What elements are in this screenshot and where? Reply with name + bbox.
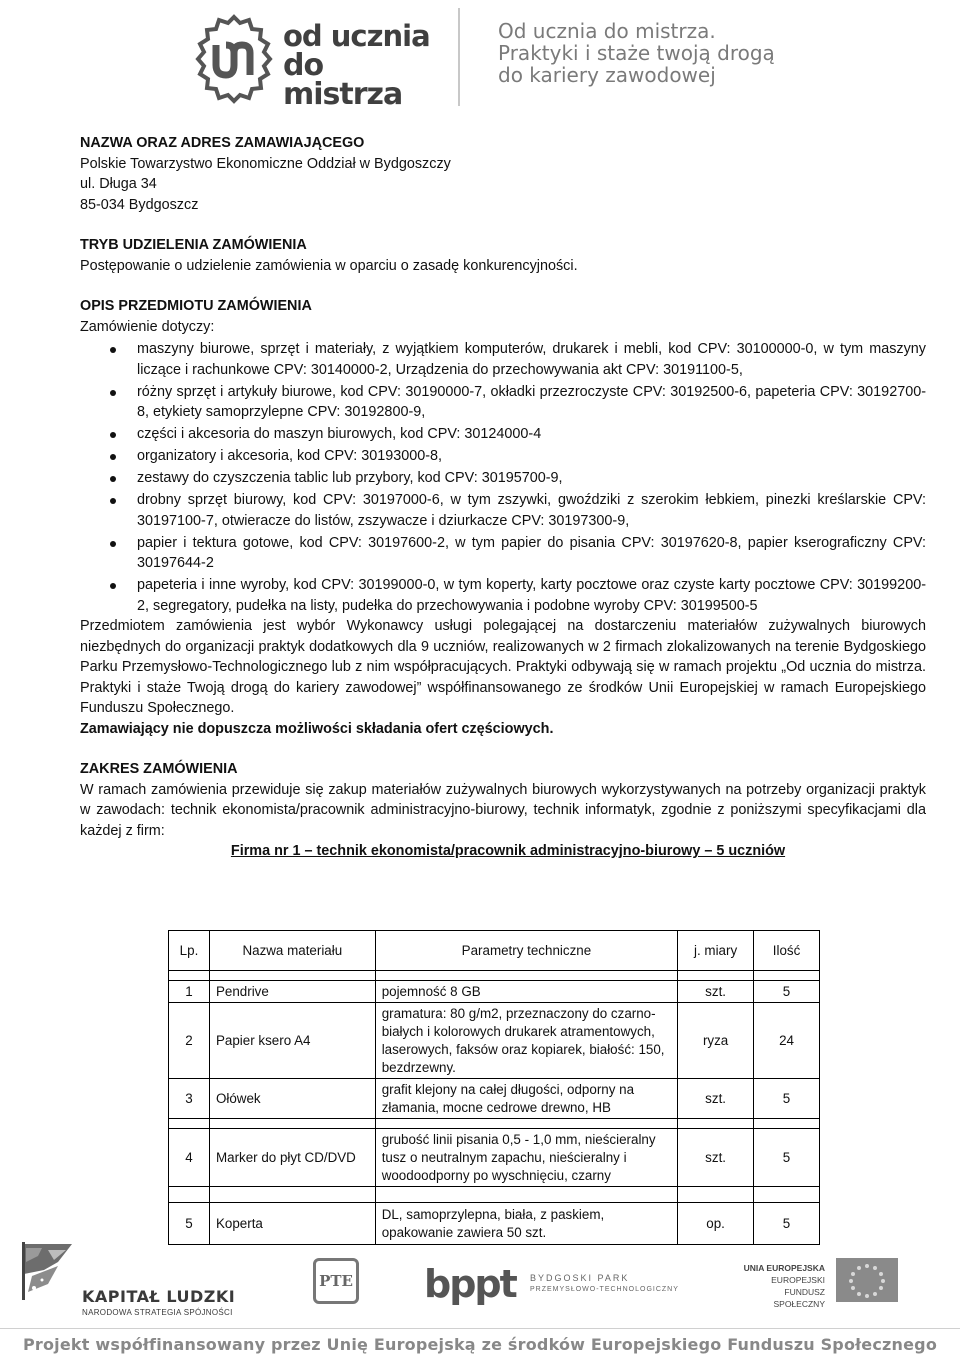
cpv-list (80, 339, 926, 616)
section-heading: OPIS PRZEDMIOTU ZAMÓWIENIA (80, 298, 312, 314)
project-logo-wordmark (283, 19, 433, 112)
cell-lp: 3 (169, 1079, 210, 1119)
cell-params: gramatura: 80 g/m2, przeznaczony do czarno-białych i kolorowych drukarek atramentowych, laserowych, faksów oraz kopiarek, białość: 150, bezdrzewny. (375, 1003, 677, 1079)
logo-line-1: od ucznia (283, 19, 430, 53)
list-item (80, 490, 926, 531)
section-zamawiajacy (80, 133, 926, 215)
materials-table (168, 930, 820, 1245)
bullet-icon (110, 541, 116, 547)
table-header-row (169, 931, 820, 971)
page-header (0, 0, 960, 110)
list-item (80, 446, 926, 467)
pte-logo: PTE (313, 1258, 359, 1304)
section-heading: ZAKRES ZAMÓWIENIA (80, 761, 238, 777)
table-row (169, 1129, 820, 1187)
eu-logo-text (733, 1262, 825, 1310)
cell-params: grubość linii pisania 0,5 - 1,0 mm, nieścieralny tusz o neutralnym zapachu, nieścieralny i woodoodporny po wyschnięciu, czarny (375, 1129, 677, 1187)
bullet-icon (110, 432, 116, 438)
list-item (80, 575, 926, 616)
column-header: Parametry techniczne (375, 931, 677, 971)
list-item (80, 533, 926, 574)
footer-divider (0, 1328, 960, 1329)
cell-unit: szt. (678, 981, 754, 1003)
table-spacer (169, 1119, 820, 1129)
list-item-text: zestawy do czyszczenia tablic lub przybory, kod CPV: 30195700-9, (137, 470, 563, 486)
column-header: Ilość (754, 931, 820, 971)
footer-logos (0, 1240, 960, 1320)
tagline-line-1: Od ucznia do mistrza. (498, 19, 716, 43)
cell-name: Marker do płyt CD/DVD (209, 1129, 375, 1187)
section-zakres (80, 759, 926, 862)
cell-params: DL, samoprzylepna, biała, z paskiem, opakowanie zawiera 50 szt. (375, 1203, 677, 1245)
table-spacer (169, 971, 820, 981)
eu-line-2: EUROPEJSKI (771, 1275, 825, 1285)
section-heading: TRYB UDZIELENIA ZAMÓWIENIA (80, 237, 307, 253)
table-row (169, 1079, 820, 1119)
address-line: ul. Długa 34 (80, 176, 157, 192)
cell-qty: 5 (754, 981, 820, 1003)
list-item-text: części i akcesoria do maszyn biurowych, kod CPV: 30124000-4 (137, 426, 542, 442)
funding-note: Projekt współfinansowany przez Unię Europejską ze środków Europejskiego Funduszu Społecznego (22, 1335, 938, 1354)
bppt-logo (424, 1262, 679, 1306)
bullet-icon (110, 347, 116, 353)
logo-line-2: do mistrza (283, 48, 403, 112)
cell-name: Koperta (209, 1203, 375, 1245)
cell-qty: 5 (754, 1079, 820, 1119)
section-intro: Zamówienie dotyczy: (80, 318, 215, 335)
table-spacer (169, 1187, 820, 1203)
table-row (169, 981, 820, 1003)
list-item (80, 339, 926, 380)
section-tryb (80, 235, 926, 276)
address-line: Polskie Towarzystwo Ekonomiczne Oddział w Bydgoszczy (80, 155, 451, 172)
cell-unit: szt. (678, 1079, 754, 1119)
document-body (80, 133, 926, 862)
table-row (169, 1203, 820, 1245)
cell-name: Papier ksero A4 (209, 1003, 375, 1079)
cell-params: pojemność 8 GB (375, 981, 677, 1003)
order-description: Przedmiotem zamówienia jest wybór Wykonawcy usługi polegającej na dostarczeniu materiałów zużywalnych biurowych niezbędnych do organizacji praktyk dodatkowych dla 9 uczniów, realizowanych w 2 firmach zlokalizowanych na terenie Bydgoskiego Parku Przemysłowo-Technologicznego lub z nim współpracujących. Praktyki odbywają się w ramach projektu „Od ucznia do mistrza. Praktyki i staże Twoją drogą do kariery zawodowej” współfinansowanego ze środków Unii Europejskiej w ramach Europejskiego Funduszu Społecznego. (80, 618, 926, 716)
bullet-icon (110, 454, 116, 460)
list-item (80, 382, 926, 423)
table-row (169, 1003, 820, 1079)
cell-lp: 2 (169, 1003, 210, 1079)
bppt-mark: bppt (424, 1262, 516, 1306)
project-tagline (498, 20, 775, 86)
section-heading: NAZWA ORAZ ADRES ZAMAWIAJĄCEGO (80, 135, 365, 151)
cell-lp: 1 (169, 981, 210, 1003)
bppt-subtitle-line-1: BYDGOSKI PARK (530, 1273, 630, 1283)
eu-line-1: UNIA EUROPEJSKA (743, 1263, 825, 1273)
cell-lp: 5 (169, 1203, 210, 1245)
bullet-icon (110, 476, 116, 482)
kapital-ludzki-flag-icon (18, 1240, 78, 1302)
cell-unit: ryza (678, 1003, 754, 1079)
cell-params: grafit klejony na całej długości, odporny na złamania, mocne cedrowe drewno, HB (375, 1079, 677, 1119)
list-item-text: organizatory i akcesoria, kod CPV: 30193000-8, (137, 448, 443, 464)
cell-qty: 24 (754, 1003, 820, 1079)
tagline-line-3: do kariery zawodowej (498, 63, 716, 87)
cell-qty: 5 (754, 1203, 820, 1245)
kapital-ludzki-title: KAPITAŁ LUDZKI (82, 1287, 236, 1306)
cell-lp: 4 (169, 1129, 210, 1187)
bullet-icon (110, 583, 116, 589)
tagline-line-2: Praktyki i staże twoją drogą (498, 41, 775, 65)
list-item-text: różny sprzęt i artykuły biurowe, kod CPV: 30190000-7, okładki przezroczyste CPV: 30192500-6, papeteria CPV: 30192700-8, etykiety samoprzylepne CPV: 30192800-9, (137, 383, 926, 420)
cell-name: Pendrive (209, 981, 375, 1003)
firma-title: Firma nr 1 – technik ekonomista/pracownik administracyjno-biurowy – 5 uczniów (230, 843, 786, 859)
bppt-subtitle-line-2: PRZEMYSŁOWO-TECHNOLOGICZNY (530, 1286, 679, 1293)
address-line: 85-034 Bydgoszcz (80, 196, 199, 213)
list-item-text: papeteria i inne wyroby, kod CPV: 30199000-0, w tym koperty, karty pocztowe oraz czyste karty pocztowe CPV: 30199200-2, segregatory, pudełka na listy, pudełka do przechowywania i podobne wyroby CPV: 30199500-5 (137, 577, 926, 614)
partial-offers-notice: Zamawiający nie dopuszcza możliwości składania ofert częściowych. (80, 720, 554, 737)
bppt-subtitle (530, 1272, 730, 1296)
list-item (80, 468, 926, 489)
cell-unit: szt. (678, 1129, 754, 1187)
header-divider (458, 8, 460, 106)
eu-line-3: FUNDUSZ SPOŁECZNY (773, 1287, 825, 1309)
cell-unit: op. (678, 1203, 754, 1245)
kapital-ludzki-logo (82, 1287, 235, 1317)
column-header: Lp. (169, 931, 210, 971)
list-item (80, 424, 926, 445)
cell-name: Ołówek (209, 1079, 375, 1119)
cell-qty: 5 (754, 1129, 820, 1187)
bullet-icon (110, 498, 116, 504)
list-item-text: maszyny biurowe, sprzęt i materiały, z wyjątkiem komputerów, drukarek i mebli, kod CPV: 30100000-0, w tym maszyny liczące i rachunkowe CPV: 30140000-2, Urządzenia do przechowywania akt CPV: 30191100-5, (137, 341, 926, 378)
column-header: Nazwa materiału (209, 931, 375, 971)
kapital-ludzki-subtitle: NARODOWA STRATEGIA SPÓJNOŚCI (82, 1308, 233, 1317)
list-item-text: drobny sprzęt biurowy, kod CPV: 30197000-6, w tym zszywki, gwoździki z szerokim łebkiem, pinezki kreślarskie CPV: 30197100-7, otwieracze do listów, zszywacze i dziurkacze CPV: 30197300-9, (137, 492, 926, 529)
section-text: Postępowanie o udzielenie zamówienia w oparciu o zasadę konkurencyjności. (80, 257, 578, 274)
eu-flag-icon (836, 1258, 898, 1302)
list-item-text: papier i tektura gotowe, kod CPV: 30197600-2, w tym papier do pisania CPV: 30197620-8, papier kserograficzny CPV: 30197644-2 (137, 534, 926, 571)
bullet-icon (110, 390, 116, 396)
column-header: j. miary (678, 931, 754, 971)
section-opis (80, 296, 926, 739)
section-text: W ramach zamówienia przewiduje się zakup materiałów zużywalnych biurowych wykorzystywanych na potrzeby organizacji praktyk w zawodach: technik ekonomista/pracownik administracyjno-biurowy, technik informatyk, zgodnie z poniższymi specyfikacjami dla każdej z firm: (80, 781, 926, 839)
project-logo-icon (188, 13, 280, 105)
